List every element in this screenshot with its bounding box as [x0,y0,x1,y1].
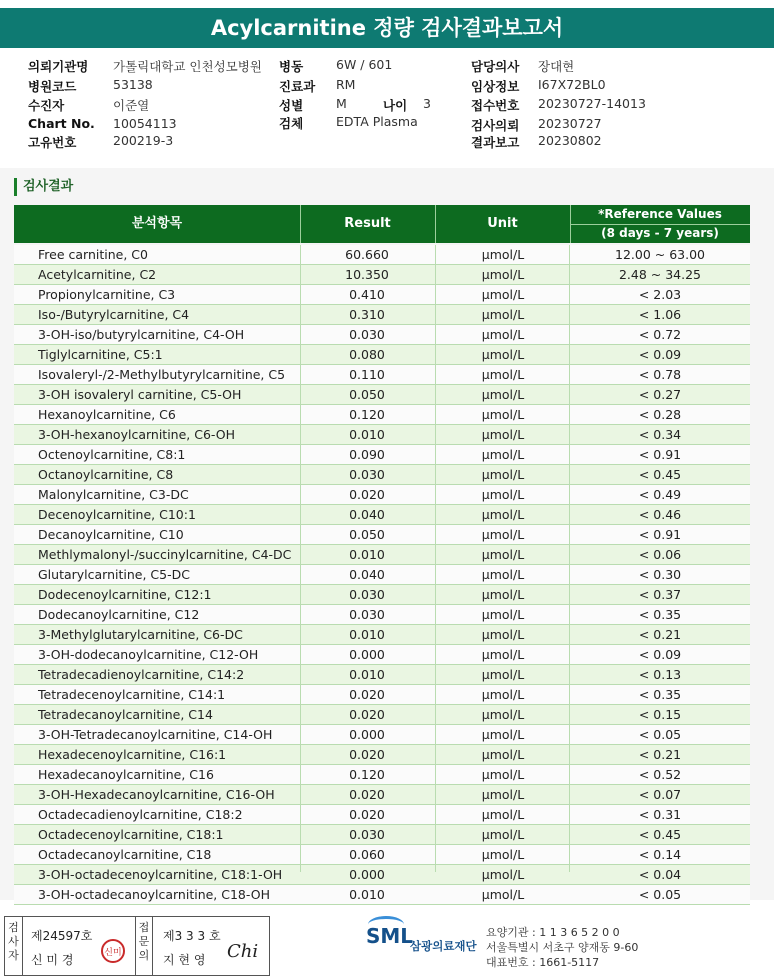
info-label: 진료과 [279,79,316,94]
analyte-name: Hexadecenoylcarnitine, C16:1 [38,747,227,762]
unit-value: μmol/L [481,507,525,522]
reference-value: < 0.14 [638,847,682,862]
tester-label: 검사자 [5,917,23,975]
table-row [14,505,750,525]
analyte-name: Hexanoylcarnitine, C6 [38,407,176,422]
unit-value: μmol/L [481,247,525,262]
reference-value: < 0.91 [638,527,682,542]
unit-value: μmol/L [481,787,525,802]
analyte-name: Octanoylcarnitine, C8 [38,467,174,482]
analyte-name: Tetradecanoylcarnitine, C14 [38,707,213,722]
reference-value: < 0.21 [638,627,682,642]
table-row [14,865,750,885]
result-value: 0.020 [349,747,385,762]
doctor-name: 지 현 영 [163,953,206,967]
info-value: 장대현 [538,59,575,74]
result-value: 0.040 [349,567,385,582]
table-row [14,245,750,265]
info-value: 20230802 [538,133,602,148]
unit-value: μmol/L [481,807,525,822]
analyte-name: 3-OH-octadecenoylcarnitine, C18:1-OH [38,867,283,882]
signature-box [4,916,270,976]
table-row [14,525,750,545]
result-value: 0.020 [349,487,385,502]
info-label: 병동 [279,59,304,74]
info-value: 10054113 [113,116,177,131]
info-value: 6W / 601 [336,57,393,72]
table-row [14,385,750,405]
analyte-name: Acetylcarnitine, C2 [38,267,157,282]
result-value: 0.010 [349,427,385,442]
result-value: 0.020 [349,687,385,702]
result-value: 0.010 [349,547,385,562]
result-value: 0.000 [349,647,385,662]
unit-value: μmol/L [481,587,525,602]
reference-value: < 0.49 [638,487,682,502]
info-value: RM [336,77,356,92]
analyte-name: Decanoylcarnitine, C10 [38,527,184,542]
table-row [14,725,750,745]
section-title: 검사결과 [14,178,73,196]
table-row [14,265,750,285]
unit-value: μmol/L [481,747,525,762]
result-value: 0.020 [349,707,385,722]
reference-value: < 0.35 [638,607,682,622]
result-value: 0.030 [349,467,385,482]
info-value: 3 [423,96,431,111]
table-row [14,845,750,865]
reference-value: 2.48 ~ 34.25 [618,267,702,282]
analyte-name: Propionylcarnitine, C3 [38,287,176,302]
info-value: 20230727-14013 [538,96,646,111]
phone: 대표번호 : 1661-5117 [486,956,600,969]
sml-logo: SML [366,924,414,948]
info-label: 담당의사 [471,59,520,74]
table-row [14,285,750,305]
unit-value: μmol/L [481,407,525,422]
result-value: 0.030 [349,327,385,342]
table-row [14,805,750,825]
table-row [14,425,750,445]
reference-value: < 0.30 [638,567,682,582]
table-row [14,485,750,505]
analyte-name: Tetradecadienoylcarnitine, C14:2 [38,667,245,682]
reference-value: < 0.13 [638,667,682,682]
result-value: 0.050 [349,527,385,542]
info-label: 검사의뢰 [471,118,520,133]
unit-value: μmol/L [481,647,525,662]
column-divider [300,245,301,872]
result-value: 0.030 [349,607,385,622]
table-row [14,465,750,485]
info-label: 의뢰기관명 [28,59,89,74]
results-table [14,245,750,905]
reference-value: < 0.35 [638,687,682,702]
table-row [14,785,750,805]
unit-value: μmol/L [481,527,525,542]
analyte-name: Isovaleryl-/2-Methylbutyrylcarnitine, C5 [38,367,286,382]
unit-value: μmol/L [481,827,525,842]
reference-value: < 0.72 [638,327,682,342]
result-value: 0.000 [349,867,385,882]
reference-value: < 0.91 [638,447,682,462]
unit-value: μmol/L [481,487,525,502]
table-row [14,565,750,585]
result-value: 0.040 [349,507,385,522]
doctor-license: 제3 3 3 호 [163,929,221,943]
result-value: 0.010 [349,627,385,642]
unit-value: μmol/L [481,567,525,582]
analyte-name: Decenoylcarnitine, C10:1 [38,507,196,522]
result-value: 0.020 [349,787,385,802]
analyte-name: 3-OH-iso/butyrylcarnitine, C4-OH [38,327,245,342]
unit-value: μmol/L [481,367,525,382]
table-row [14,445,750,465]
table-row [14,685,750,705]
reference-value: 12.00 ~ 63.00 [615,247,705,262]
reference-value: < 0.09 [638,647,682,662]
tester-license: 제24597호 [31,929,93,943]
analyte-name: Hexadecanoylcarnitine, C16 [38,767,214,782]
table-row [14,365,750,385]
table-row [14,305,750,325]
reference-value: < 0.46 [638,507,682,522]
analyte-name: 3-Methylglutarylcarnitine, C6-DC [38,627,243,642]
unit-value: μmol/L [481,887,525,902]
unit-value: μmol/L [481,767,525,782]
info-value: 53138 [113,77,153,92]
table-row [14,665,750,685]
result-value: 0.010 [349,887,385,902]
unit-value: μmol/L [481,427,525,442]
info-value: 이준열 [113,98,150,113]
unit-value: μmol/L [481,267,525,282]
analyte-name: Tiglylcarnitine, C5:1 [38,347,163,362]
analyte-name: Iso-/Butyrylcarnitine, C4 [38,307,190,322]
reference-value: < 0.37 [638,587,682,602]
patient-info [0,50,774,168]
result-value: 0.120 [349,407,385,422]
table-row [14,885,750,905]
table-header [14,205,750,243]
table-row [14,625,750,645]
reference-value: < 0.34 [638,427,682,442]
info-value: 200219-3 [113,133,174,148]
info-value: 가톨릭대학교 인천성모병원 [113,59,262,74]
reference-value: < 0.28 [638,407,682,422]
column-divider [569,245,570,872]
result-value: 0.020 [349,807,385,822]
unit-value: μmol/L [481,287,525,302]
tester-name: 신 미 경 [31,953,74,967]
result-value: 0.090 [349,447,385,462]
analyte-name: Free carnitine, C0 [38,247,148,262]
reference-value: < 0.78 [638,367,682,382]
unit-value: μmol/L [481,707,525,722]
analyte-name: Dodecanoylcarnitine, C12 [38,607,200,622]
unit-value: μmol/L [481,867,525,882]
analyte-name: Glutarylcarnitine, C5-DC [38,567,190,582]
reference-value: < 0.15 [638,707,682,722]
table-row [14,745,750,765]
result-value: 0.120 [349,767,385,782]
analyte-name: 3-OH-Tetradecanoylcarnitine, C14-OH [38,727,273,742]
table-row [14,765,750,785]
analyte-name: 3-OH-octadecanoylcarnitine, C18-OH [38,887,270,902]
unit-value: μmol/L [481,327,525,342]
seal-stamp: 신미 [101,939,125,963]
result-value: 0.000 [349,727,385,742]
reference-value: < 1.06 [638,307,682,322]
reference-value: < 0.45 [638,467,682,482]
reference-value: < 2.03 [638,287,682,302]
analyte-name: Octenoylcarnitine, C8:1 [38,447,186,462]
info-label: 고유번호 [28,135,77,150]
reference-value: < 0.45 [638,827,682,842]
info-value: M [336,96,347,111]
info-value: I67X72BL0 [538,77,606,92]
unit-value: μmol/L [481,387,525,402]
header-ref-title: *Reference Values [570,205,750,225]
unit-value: μmol/L [481,847,525,862]
unit-value: μmol/L [481,687,525,702]
header-item: 분석항목 [14,205,301,243]
table-row [14,645,750,665]
header-result: Result [300,205,436,243]
table-row [14,325,750,345]
result-value: 0.410 [349,287,385,302]
result-value: 0.010 [349,667,385,682]
info-label: 검체 [279,116,304,131]
info-label: Chart No. [28,116,95,131]
unit-value: μmol/L [481,607,525,622]
result-value: 10.350 [345,267,389,282]
table-row [14,545,750,565]
unit-value: μmol/L [481,627,525,642]
reference-value: < 0.05 [638,727,682,742]
header-ref-range: (8 days - 7 years) [601,226,719,240]
reference-value: < 0.31 [638,807,682,822]
report-title: Acylcarnitine 정량 검사결과보고서 [0,8,774,48]
table-row [14,825,750,845]
info-label: 나이 [383,98,408,113]
unit-value: μmol/L [481,447,525,462]
result-value: 0.060 [349,847,385,862]
doctor-signature: Chi [227,941,259,962]
analyte-name: Tetradecenoylcarnitine, C14:1 [38,687,226,702]
info-label: 병원코드 [28,79,77,94]
result-value: 0.030 [349,827,385,842]
info-value: 20230727 [538,116,602,131]
table-row [14,345,750,365]
result-value: 0.110 [349,367,385,382]
unit-value: μmol/L [481,307,525,322]
analyte-name: Methlymalonyl-/succinylcarnitine, C4-DC [38,547,292,562]
reference-value: < 0.21 [638,747,682,762]
analyte-name: 3-OH-hexanoylcarnitine, C6-OH [38,427,236,442]
result-value: 60.660 [345,247,389,262]
table-row [14,405,750,425]
reference-value: < 0.04 [638,867,682,882]
reference-value: < 0.06 [638,547,682,562]
unit-value: μmol/L [481,347,525,362]
address: 서울특별시 서초구 양재동 9-60 [486,941,639,954]
reference-value: < 0.05 [638,887,682,902]
analyte-name: Octadecenoylcarnitine, C18:1 [38,827,224,842]
result-value: 0.030 [349,587,385,602]
analyte-name: Octadecadienoylcarnitine, C18:2 [38,807,243,822]
unit-value: μmol/L [481,727,525,742]
report-footer [0,910,774,980]
reference-value: < 0.07 [638,787,682,802]
header-reference [570,205,750,243]
info-label: 결과보고 [471,135,520,150]
header-unit: Unit [435,205,571,243]
info-value: EDTA Plasma [336,114,418,129]
unit-value: μmol/L [481,667,525,682]
table-row [14,605,750,625]
institution-code: 요양기관 : 1 1 3 6 5 2 0 0 [486,926,620,939]
column-divider [435,245,436,872]
analyte-name: 3-OH-dodecanoylcarnitine, C12-OH [38,647,259,662]
result-value: 0.310 [349,307,385,322]
lab-name: 삼광의료재단 [410,939,477,953]
reference-value: < 0.09 [638,347,682,362]
table-row [14,705,750,725]
unit-value: μmol/L [481,547,525,562]
doctor-label: 접문의 [135,917,153,975]
info-label: 수진자 [28,98,65,113]
result-value: 0.050 [349,387,385,402]
analyte-name: 3-OH isovaleryl carnitine, C5-OH [38,387,242,402]
info-label: 접수번호 [471,98,520,113]
result-value: 0.080 [349,347,385,362]
reference-value: < 0.52 [638,767,682,782]
info-label: 성별 [279,98,304,113]
analyte-name: Malonylcarnitine, C3-DC [38,487,189,502]
analyte-name: 3-OH-Hexadecanoylcarnitine, C16-OH [38,787,275,802]
reference-value: < 0.27 [638,387,682,402]
analyte-name: Octadecanoylcarnitine, C18 [38,847,212,862]
analyte-name: Dodecenoylcarnitine, C12:1 [38,587,212,602]
table-row [14,585,750,605]
info-label: 임상정보 [471,79,520,94]
unit-value: μmol/L [481,467,525,482]
